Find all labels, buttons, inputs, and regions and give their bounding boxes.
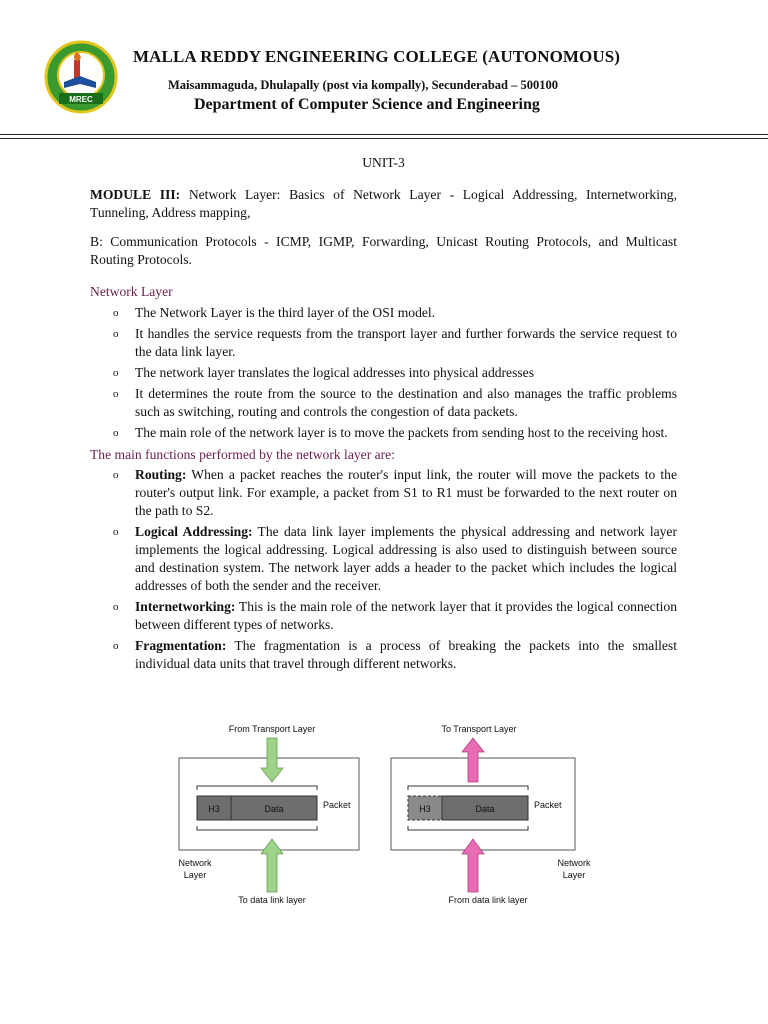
logo-inner-circle bbox=[58, 52, 104, 98]
bullet-marker: o bbox=[113, 388, 119, 400]
bullet-marker: o bbox=[113, 640, 119, 652]
right-header-label: H3 bbox=[419, 804, 431, 814]
header-rule-thick bbox=[0, 134, 768, 135]
list-item bbox=[113, 466, 677, 520]
function-text: When a packet reaches the router's input link, the router will move the packets to the router's output link. For example, a packet from S1 to R1 must be forwarded to the next router on the path to S2. bbox=[135, 467, 677, 518]
list-item: o It handles the service requests from the transport layer and further forwards the service request to the data link layer. bbox=[113, 326, 677, 359]
left-bottom-label: To data link layer bbox=[238, 895, 306, 905]
left-packet-label: Packet bbox=[323, 800, 351, 810]
module-label: MODULE III: bbox=[90, 187, 181, 202]
network-layer-list bbox=[90, 304, 677, 442]
bullet-marker: o bbox=[113, 367, 119, 379]
right-packet-label: Packet bbox=[534, 800, 562, 810]
left-data-label: Data bbox=[264, 804, 284, 814]
network-layer-diagram bbox=[175, 718, 591, 913]
function-text: The fragmentation is a process of breaking the packets into the smallest individual data units that travel through different networks. bbox=[135, 638, 677, 671]
functions-list bbox=[90, 466, 677, 673]
right-layer-label-1: Network bbox=[557, 858, 591, 868]
right-bottom-label: From data link layer bbox=[448, 895, 528, 905]
bullet-marker: o bbox=[113, 526, 119, 538]
left-layer-label-1: Network bbox=[178, 858, 212, 868]
bullet-marker: o bbox=[113, 469, 119, 481]
list-item: o The main role of the network layer is to move the packets from sending host to the receiving host. bbox=[113, 425, 668, 440]
left-layer-label-2: Layer bbox=[183, 870, 207, 880]
left-panel bbox=[178, 724, 359, 905]
right-top-label: To Transport Layer bbox=[441, 724, 517, 734]
module-text: Network Layer: Basics of Network Layer - Logical Addressing, Internetworking, Tunneling, Address mapping, bbox=[90, 187, 678, 220]
module-b-paragraph: B: Communication Protocols - ICMP, IGMP, Forwarding, Unicast Routing Protocols, and Multicast Routing Protocols. bbox=[90, 234, 677, 267]
left-header-label: H3 bbox=[208, 804, 220, 814]
unit-title: UNIT-3 bbox=[362, 155, 405, 170]
function-term: Routing: bbox=[135, 467, 187, 482]
function-term: Fragmentation: bbox=[135, 638, 227, 653]
list-item: o The Network Layer is the third layer of the OSI model. bbox=[113, 305, 436, 320]
right-data-label: Data bbox=[475, 804, 495, 814]
college-address: Maisammaguda, Dhulapally (post via kompally), Secunderabad – 500100 bbox=[168, 78, 558, 92]
left-top-label: From Transport Layer bbox=[228, 724, 316, 734]
list-item: o The network layer translates the logical addresses into physical addresses bbox=[113, 365, 534, 380]
header-rule-thin bbox=[0, 138, 768, 139]
logo-text: MREC bbox=[69, 95, 93, 104]
bullet-marker: o bbox=[113, 427, 119, 439]
right-panel bbox=[391, 724, 591, 905]
function-term: Internetworking: bbox=[135, 599, 236, 614]
college-name: MALLA REDDY ENGINEERING COLLEGE (AUTONOMOUS) bbox=[133, 47, 621, 66]
bullet-marker: o bbox=[113, 328, 119, 340]
function-text: The data link layer implements the physical addressing and network layer implements the logical addressing. Logical addressing is also used to distinguish between source and destination system. The network layer adds a header to the packet which includes the logical addresses of both the sender and the receiver. bbox=[135, 524, 677, 593]
bullet-marker: o bbox=[113, 307, 119, 319]
module-paragraph bbox=[90, 186, 677, 222]
document-body bbox=[90, 154, 677, 676]
list-item bbox=[113, 637, 677, 673]
list-item: o It determines the route from the source to the destination and also manages the traffic problems such as switching, routing and controls the congestion of data packets. bbox=[113, 386, 677, 419]
function-term: Logical Addressing: bbox=[135, 524, 253, 539]
functions-heading: The main functions performed by the network layer are: bbox=[90, 447, 395, 462]
department-name: Department of Computer Science and Engineering bbox=[194, 96, 540, 113]
network-layer-heading: Network Layer bbox=[90, 284, 173, 299]
right-layer-label-2: Layer bbox=[562, 870, 586, 880]
college-logo bbox=[44, 38, 118, 116]
function-text: This is the main role of the network layer that it provides the logical connection between different types of networks. bbox=[135, 599, 677, 632]
list-item bbox=[113, 598, 677, 634]
list-item bbox=[113, 523, 677, 595]
bullet-marker: o bbox=[113, 601, 119, 613]
